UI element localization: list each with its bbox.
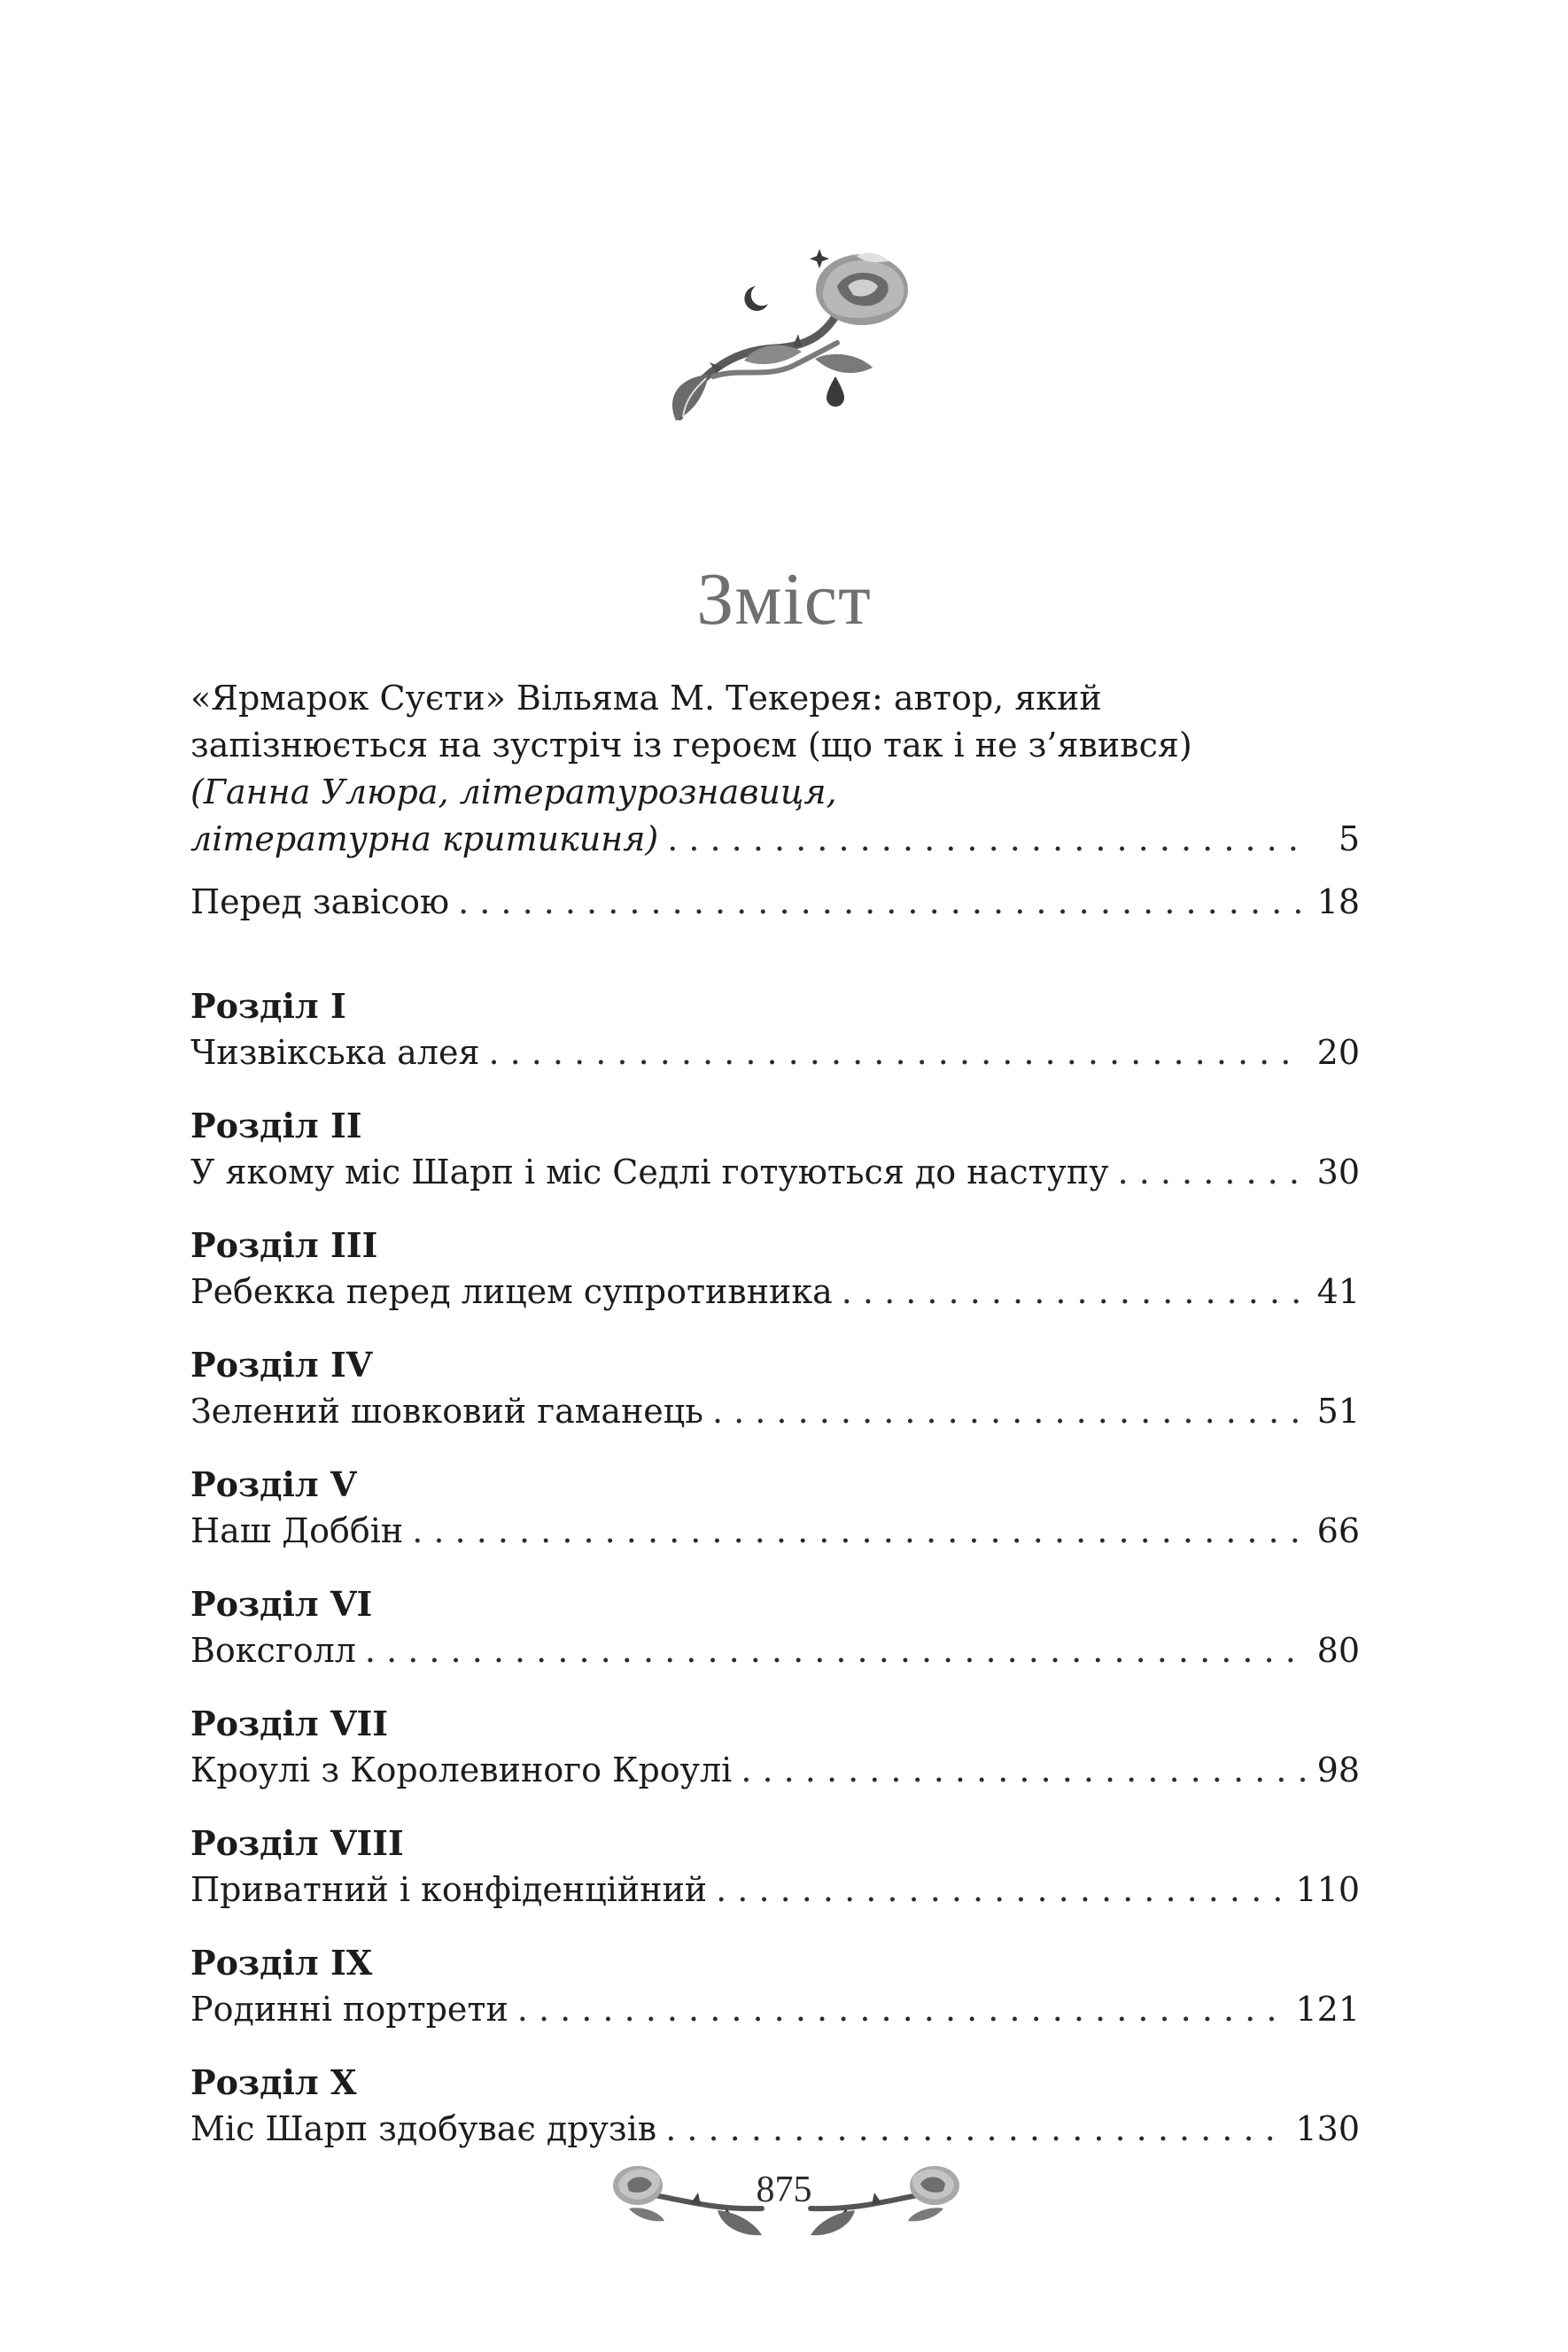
chapter-row (190, 1627, 1360, 1674)
chapter-entry[interactable] (190, 1102, 1360, 1196)
chapter-label: Розділ II (190, 1106, 362, 1145)
chapter-page: 41 (1316, 1272, 1360, 1311)
rose-branch-right-icon (802, 2157, 961, 2241)
chapter-label: Розділ I (190, 986, 346, 1026)
chapter-entry[interactable] (190, 1820, 1360, 1913)
chapter-row (190, 1747, 1360, 1794)
dot-leader (712, 1388, 1305, 1435)
chapter-entry[interactable] (190, 1939, 1360, 2033)
chapter-title: Приватний і конфіденційний (190, 1870, 708, 1909)
page-title: Зміст (696, 558, 872, 640)
intro-entry[interactable] (190, 675, 1360, 863)
chapter-page: 66 (1316, 1511, 1360, 1550)
chapter-label: Розділ VI (190, 1584, 373, 1624)
dot-leader (412, 1508, 1304, 1555)
chapter-row (190, 1388, 1360, 1435)
dot-leader (716, 1867, 1283, 1913)
chapter-entry[interactable] (190, 1700, 1360, 1794)
chapter-title: Міс Шарп здобуває друзів (190, 2109, 657, 2148)
chapter-label: Розділ IV (190, 1345, 373, 1385)
table-of-contents (190, 675, 1360, 2153)
intro-page-number: 5 (1338, 819, 1360, 858)
dot-leader (842, 1269, 1305, 1316)
chapter-row (190, 1149, 1360, 1196)
front-entry[interactable] (190, 879, 1360, 926)
chapter-title: У якому міс Шарп і міс Седлі готуються до наступу (190, 1153, 1109, 1192)
intro-last-line: літературна критикиня) (190, 819, 659, 858)
chapter-label: Розділ X (190, 2062, 357, 2102)
chapter-row (190, 1867, 1360, 1913)
chapter-row (190, 1986, 1360, 2033)
dot-leader (365, 1627, 1305, 1674)
chapter-page: 121 (1295, 1990, 1360, 2029)
page-number: 875 (756, 2170, 812, 2210)
chapter-page: 98 (1316, 1750, 1360, 1789)
chapter-row (190, 1508, 1360, 1555)
chapter-row (190, 1029, 1360, 1076)
chapter-entry[interactable] (190, 1341, 1360, 1435)
chapter-title: Кроулі з Королевиного Кроулі (190, 1750, 733, 1789)
page-footer (0, 2144, 1568, 2241)
dot-leader (517, 1986, 1284, 2033)
chapter-page: 20 (1316, 1033, 1360, 1072)
intro-line-1: «Ярмарок Суєти» Вільяма М. Текерея: автор, який (190, 679, 1102, 718)
chapter-label: Розділ V (190, 1464, 357, 1504)
dot-leader (667, 816, 1312, 863)
chapter-entry[interactable] (190, 1580, 1360, 1674)
chapter-page: 110 (1295, 1870, 1360, 1909)
chapter-title: Воксголл (190, 1631, 356, 1670)
chapter-title: Наш Доббін (190, 1511, 404, 1550)
chapter-entry[interactable] (190, 982, 1360, 1076)
chapter-title: Родинні портрети (190, 1990, 508, 2029)
chapter-label: Розділ IX (190, 1943, 373, 1983)
dot-leader (1118, 1149, 1305, 1196)
chapter-page: 30 (1316, 1153, 1360, 1192)
chapter-page: 130 (1295, 2109, 1360, 2148)
intro-last-row (190, 816, 1360, 863)
front-entry-title: Перед завісою (190, 882, 450, 921)
dot-leader (488, 1029, 1304, 1076)
chapter-title: Ребекка перед лицем супротивника (190, 1272, 833, 1311)
chapter-entry[interactable] (190, 2059, 1360, 2153)
chapter-label: Розділ VII (190, 1704, 388, 1743)
chapter-page: 51 (1316, 1392, 1360, 1431)
rose-ornament-icon (660, 244, 917, 439)
dot-leader (741, 1747, 1304, 1794)
chapter-title: Чизвікська алея (190, 1033, 480, 1072)
chapter-entry[interactable] (190, 1461, 1360, 1555)
front-entry-page: 18 (1316, 882, 1360, 921)
chapter-entry[interactable] (190, 1222, 1360, 1316)
dot-leader (458, 879, 1305, 926)
intro-line-2: запізнюється на зустріч із героєм (що так і не з’явився) (190, 726, 1192, 765)
chapter-page: 80 (1316, 1631, 1360, 1670)
intro-author-line: (Ганна Улюра, літературознавиця, (190, 772, 837, 811)
chapter-label: Розділ VIII (190, 1823, 404, 1863)
chapter-title: Зелений шовковий гаманець (190, 1392, 703, 1431)
chapter-label: Розділ III (190, 1225, 378, 1265)
chapter-row (190, 1269, 1360, 1316)
